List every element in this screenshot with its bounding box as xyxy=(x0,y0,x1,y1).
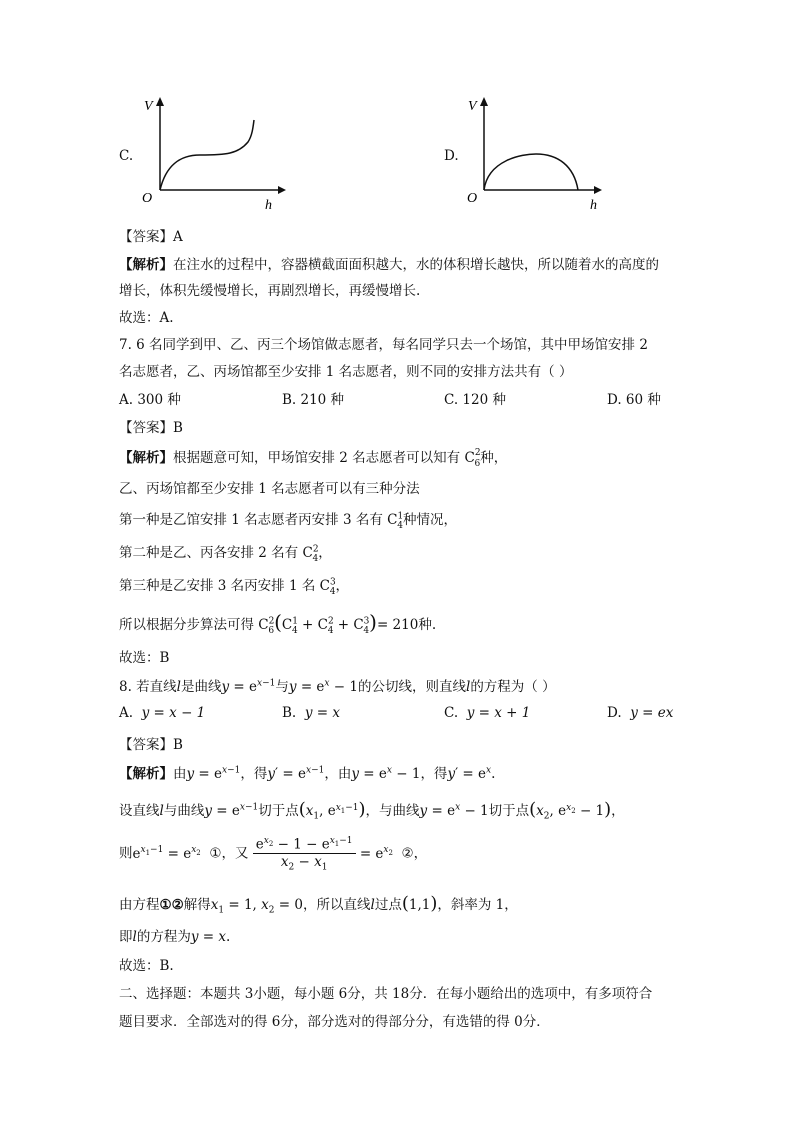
graph-d xyxy=(462,90,612,215)
q8-circles-12: ①② xyxy=(159,897,184,913)
q7-analysis-text1b: 种， xyxy=(480,450,508,466)
q8-option-d: D. y = ex xyxy=(607,705,674,721)
q8-option-d-expr: y = ex xyxy=(630,705,674,721)
q7-line3 xyxy=(119,508,457,531)
q7-line6-text-b: 种. xyxy=(418,617,437,633)
q8-stem-l2: l xyxy=(465,679,471,695)
q7-line4-text-b: ， xyxy=(318,545,332,561)
q6-choose: 故选：A. xyxy=(119,310,174,326)
q8-a-eq4: $y' = e^x$ xyxy=(447,765,492,782)
graph-d-x-arrow xyxy=(594,186,602,194)
q8-analysis-tag: 【解析】 xyxy=(119,766,173,782)
q8-b-curve2: $y = e^x - 1$ xyxy=(419,802,489,819)
q8-analysis-line1: 【解析】由$y = e^{x-1}$，得$y' = e^{x-1}$，由$y = e^x - 1$，得$y' = e^x$. xyxy=(119,765,496,782)
q7-line6 xyxy=(119,610,436,636)
q8-d-solution: $x_1 = 1$, $x_2 = 0$ xyxy=(210,897,303,916)
q8-b-point2: ($x_2$, $e^{x_2} - 1$) xyxy=(529,799,612,822)
graph-c xyxy=(138,90,288,215)
q8-circle-2: ② xyxy=(401,845,414,862)
q7-line5-text: 第三种是乙安排 3 名丙安排 1 名 xyxy=(119,578,316,594)
q8-stem-l1: l xyxy=(176,679,181,695)
q8-answer: 【答案】B xyxy=(119,737,183,753)
q8-stem-c: 与 xyxy=(275,679,289,695)
q8-choose: 故选：B. xyxy=(119,958,174,974)
option-c-label: C. xyxy=(119,148,134,164)
q8-e-line: y = x xyxy=(190,929,226,945)
q8-stem xyxy=(119,675,556,695)
q8-circle-1: ① xyxy=(209,845,222,862)
option-d-label: D. xyxy=(444,148,459,164)
q7-line2: 乙、丙场馆都至少安排 1 名志愿者可以有三种分法 xyxy=(119,481,420,497)
q7-analysis-tag: 【解析】 xyxy=(119,450,173,466)
q7-line4 xyxy=(119,541,332,564)
q7-product-expression: $C^2_6(C^1_4 + C^2_4 + C^3_4)$ xyxy=(258,610,377,636)
q7-analysis-text1: 根据题意可知，甲场馆安排 2 名志愿者可以知有 xyxy=(173,450,461,466)
q8-stem-b: 是曲线 xyxy=(181,679,222,695)
q6-analysis-text1: 在注水的过程中，容器横截面面积越大，水的体积增长越快，所以随着水的高度的 xyxy=(173,257,659,273)
q8-option-b: B. y = x xyxy=(282,705,340,721)
q7-option-a: A. 300 种 xyxy=(119,392,181,408)
q8-option-a-expr: y = x − 1 xyxy=(141,705,206,721)
graph-c-origin: O xyxy=(142,191,153,206)
q8-option-b-expr: y = x xyxy=(304,705,340,721)
q8-analysis-line2: 设直线l与曲线$y = e^{x-1}$切于点($x_1$, $e^{x_1-1}$)，与曲线$y = e^x - 1$切于点($x_2$, $e^{x_2} - 1$)， xyxy=(119,799,625,822)
q8-a-eq3: $y = e^x - 1$ xyxy=(351,765,421,782)
q7-line3-text-b: 种情况， xyxy=(402,512,457,528)
q7-answer: 【答案】B xyxy=(119,420,183,436)
q8-analysis-line5: 即l的方程为y = x. xyxy=(119,929,231,945)
q7-line5-text-b: ， xyxy=(335,578,349,594)
q8-curve1: $y = e^{x-1}$ xyxy=(221,678,276,695)
q7-analysis-line1 xyxy=(119,446,507,469)
graph-d-v-label: V xyxy=(468,99,477,114)
q7-line6-result: = 210 xyxy=(376,617,419,633)
q8-a-eq1: $y = e^{x-1}$ xyxy=(186,765,241,782)
q7-combination-c62: $C^2_6$ xyxy=(464,447,481,469)
q7-combination-c41: $C^1_4$ xyxy=(387,511,404,531)
q8-b-curve1: $y = e^{x-1}$ xyxy=(204,802,259,819)
q8-stem-e: 的方程为（ ） xyxy=(470,679,556,695)
q7-line4-text: 第二种是乙、丙各安排 2 名有 xyxy=(119,545,299,561)
graph-d-h-label: h xyxy=(590,198,597,213)
q6-analysis-line2: 增长，体积先缓慢增长，再剧烈增长，再缓慢增长. xyxy=(119,283,421,299)
section2-line2: 题目要求．全部选对的得 6分，部分选对的得部分分，有选错的得 0分． xyxy=(119,1014,550,1030)
q8-curve2: $y = e^x - 1$ xyxy=(288,678,358,695)
q8-a-eq2: $y' = e^{x-1}$ xyxy=(267,765,325,782)
q8-analysis-line4: 由方程①②解得$x_1 = 1$, $x_2 = 0$，所以直线l过点(1,1)，斜率为 1， xyxy=(119,893,518,916)
graph-d-curve xyxy=(484,154,578,190)
q8-option-c: C. y = x + 1 xyxy=(444,705,531,721)
q6-analysis-line1 xyxy=(119,253,659,273)
q7-stem-line1: 7. 6 名同学到甲、乙、丙三个场馆做志愿者，每名同学只去一个场馆，其中甲场馆安排 2 xyxy=(119,337,648,353)
graph-c-curve xyxy=(160,120,254,190)
q8-analysis-line3: 则$e^{x_1-1} = e^{x_2}$ ①，又 $\frac{e^{x_2} - 1 - e^{x_1-1}}{x_2 - x_1}$ = $e^{x_2}$ ②， xyxy=(119,836,428,873)
q7-option-c: C. 120 种 xyxy=(444,392,506,408)
q8-stem-d: 的公切线，则直线 xyxy=(357,679,466,695)
q6-answer: 【答案】A xyxy=(119,229,183,245)
graph-c-v-label: V xyxy=(144,99,153,114)
q8-c-eq1: $e^{x_1-1} = e^{x_2}$ xyxy=(132,845,201,862)
graph-c-x-arrow xyxy=(278,186,286,194)
q7-option-b: B. 210 种 xyxy=(282,392,345,408)
q8-stem-a: 8. 若直线 xyxy=(119,679,177,695)
graph-c-y-arrow xyxy=(156,97,164,106)
q7-choose: 故选：B xyxy=(119,650,170,666)
q8-option-a: A. y = x − 1 xyxy=(119,705,206,721)
q8-c-fraction: $\frac{e^{x_2} - 1 - e^{x_1-1}}{x_2 - x_1}$ xyxy=(253,836,356,872)
q7-line5 xyxy=(119,574,349,597)
q7-line6-text: 所以根据分步算法可得 xyxy=(119,617,254,633)
graph-d-y-arrow xyxy=(480,97,488,106)
q7-combination-c43: $C^3_4$ xyxy=(319,577,336,597)
graph-d-origin: O xyxy=(467,191,478,206)
q8-b-point1: ($x_1$, $e^{x_1-1}$) xyxy=(298,799,366,822)
q7-option-d: D. 60 种 xyxy=(607,392,661,408)
q7-line3-text: 第一种是乙馆安排 1 名志愿者丙安排 3 名有 xyxy=(119,512,383,528)
q6-analysis-tag: 【解析】 xyxy=(119,257,173,273)
q7-combination-c42: $C^2_4$ xyxy=(302,544,319,564)
section2-line1: 二、选择题：本题共 3小题，每小题 6分，共 18分．在每小题给出的选项中，有多项符合 xyxy=(119,986,653,1002)
q8-option-c-expr: y = x + 1 xyxy=(466,705,531,721)
q7-stem-line2: 名志愿者，乙、丙场馆都至少安排 1 名志愿者，则不同的安排方法共有（ ） xyxy=(119,364,573,380)
q8-d-point: (1,1) xyxy=(401,893,438,914)
graph-c-h-label: h xyxy=(265,198,272,213)
